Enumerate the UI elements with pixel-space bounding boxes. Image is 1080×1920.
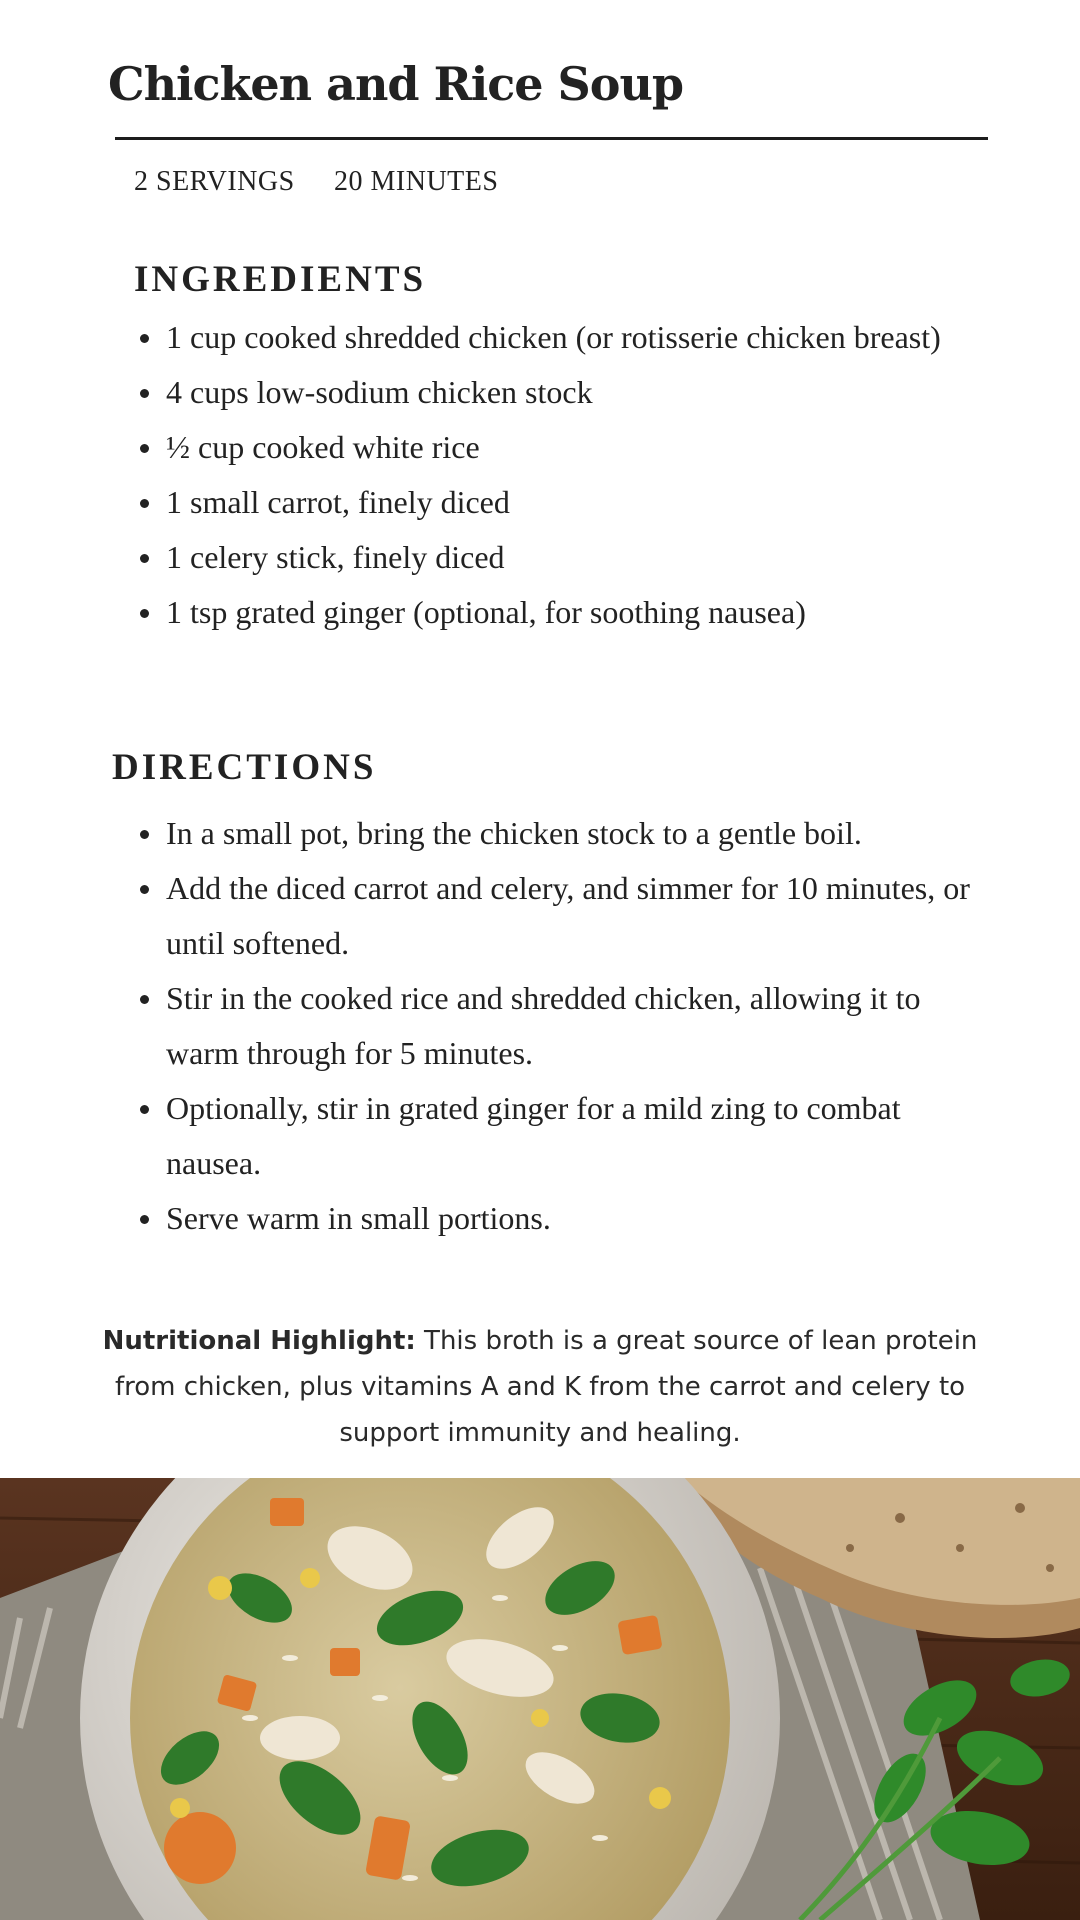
servings-label: 2 SERVINGS bbox=[134, 166, 295, 197]
directions-heading: DIRECTIONS bbox=[112, 747, 377, 788]
direction-step: In a small pot, bring the chicken stock to a gentle boil. bbox=[134, 806, 984, 861]
ingredients-list bbox=[134, 310, 974, 640]
direction-step: Optionally, stir in grated ginger for a mild zing to combat nausea. bbox=[134, 1081, 984, 1191]
highlight-label: Nutritional Highlight: bbox=[102, 1326, 416, 1356]
highlight-text: This broth is a great source of lean protein from chicken, plus vitamins A and K from the carrot and celery to support immunity and healing. bbox=[114, 1326, 978, 1448]
direction-step: Stir in the cooked rice and shredded chicken, allowing it to warm through for 5 minutes. bbox=[134, 971, 984, 1081]
direction-step: Add the diced carrot and celery, and simmer for 10 minutes, or until softened. bbox=[134, 861, 984, 971]
direction-step: Serve warm in small portions. bbox=[134, 1191, 984, 1246]
ingredients-heading: INGREDIENTS bbox=[134, 259, 427, 300]
title-divider bbox=[115, 137, 988, 140]
ingredient-item: ½ cup cooked white rice bbox=[134, 420, 974, 475]
directions-list bbox=[134, 806, 984, 1246]
ingredient-item: 1 cup cooked shredded chicken (or rotisserie chicken breast) bbox=[134, 310, 974, 365]
nutritional-highlight bbox=[100, 1318, 980, 1456]
soup-illustration bbox=[0, 1478, 1080, 1920]
ingredient-item: 1 celery stick, finely diced bbox=[134, 530, 974, 585]
soup-photo bbox=[0, 1478, 1080, 1920]
time-label: 20 MINUTES bbox=[334, 166, 499, 197]
ingredient-item: 1 small carrot, finely diced bbox=[134, 475, 974, 530]
ingredient-item: 1 tsp grated ginger (optional, for soothing nausea) bbox=[134, 585, 974, 640]
ingredient-item: 4 cups low-sodium chicken stock bbox=[134, 365, 974, 420]
recipe-title: Chicken and Rice Soup bbox=[108, 57, 684, 111]
